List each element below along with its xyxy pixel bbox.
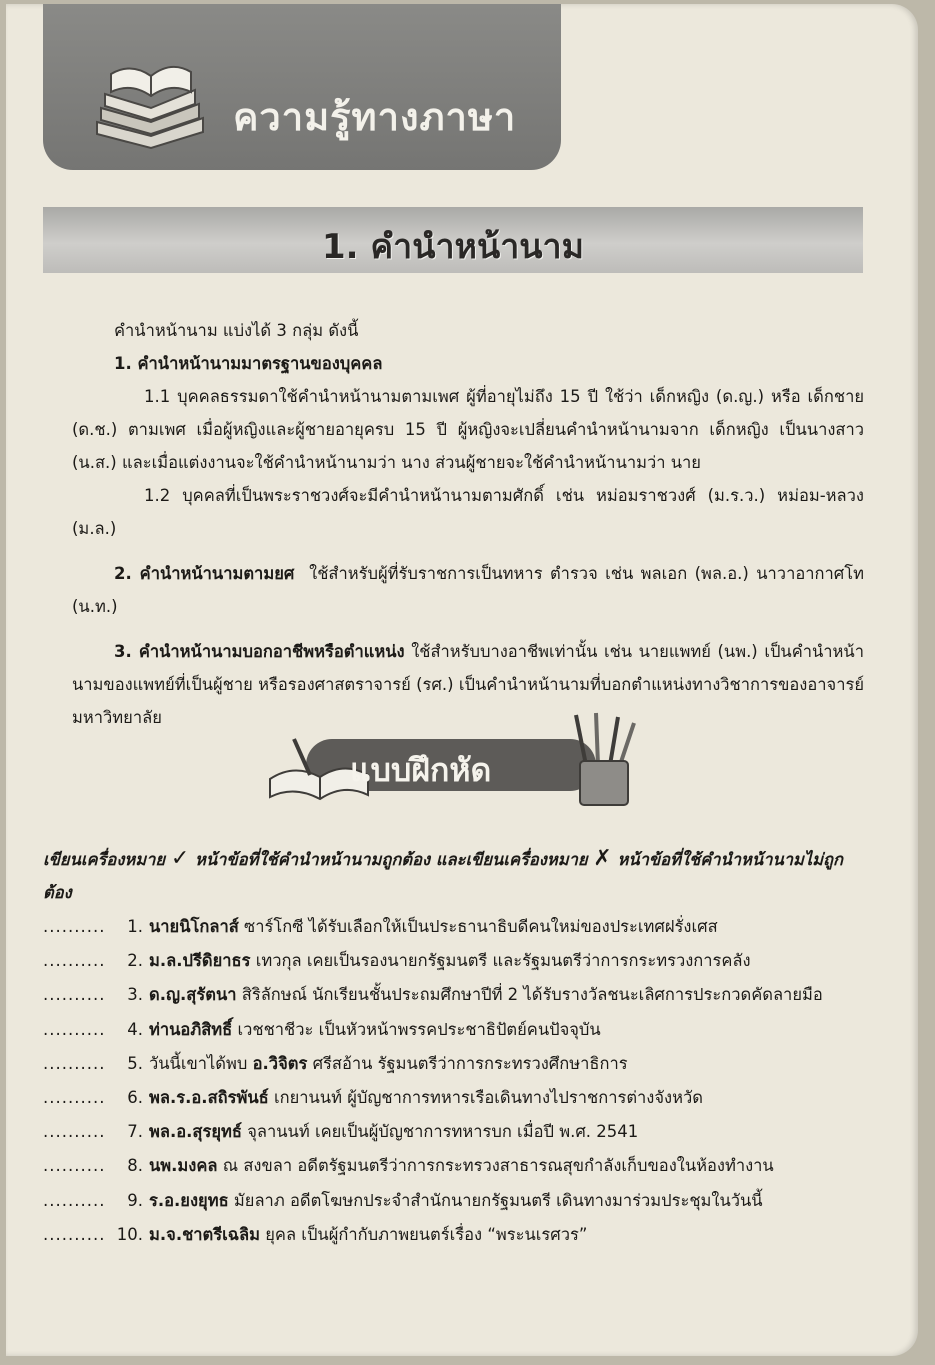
item-rest: ศรีสอ้าน รัฐมนตรีว่าการกระทรวงศึกษาธิการ <box>307 1053 628 1073</box>
answer-blank[interactable]: .......... <box>43 1019 106 1039</box>
item-number: 3. <box>127 985 143 1005</box>
paragraph-1-2: 1.2 บุคคลที่เป็นพระราชวงศ์จะมีคำนำหน้านามตามศักดิ์ เช่น หม่อมราชวงศ์ (ม.ร.ว.) หม่อม-หลวง (ม.ล.) <box>72 486 864 538</box>
item-rest: เกยานนท์ ผู้บัญชาการทหารเรือเดินทางไปราชการต่างจังหวัด <box>268 1088 703 1108</box>
item-title: ด.ญ.สุรัตนา <box>149 985 237 1005</box>
heading-2: 2. คำนำหน้านามตามยศ <box>114 564 295 583</box>
heading-3: 3. คำนำหน้านามบอกอาชีพหรือตำแหน่ง <box>114 642 405 661</box>
answer-blank[interactable]: .......... <box>43 1088 106 1108</box>
instruction-part-2: หน้าข้อที่ใช้คำนำหน้านามถูกต้อง และเขียนเครื่องหมาย <box>195 850 588 869</box>
exercise-item <box>43 1081 873 1115</box>
exercise-instructions <box>43 842 868 909</box>
exercise-item <box>43 1047 873 1081</box>
instruction-part-1: เขียนเครื่องหมาย <box>43 850 166 869</box>
item-number: 10. <box>116 1224 143 1244</box>
answer-blank[interactable]: .......... <box>43 917 106 936</box>
lesson-body <box>72 314 864 734</box>
item-text <box>149 978 873 1012</box>
item-title: ม.ล.ปรีดิยาธร <box>149 951 251 971</box>
item-rest: จุลานนท์ เคยเป็นผู้บัญชาการทหารบก เมื่อปี พ.ศ. 2541 <box>241 1122 639 1142</box>
item-number: 7. <box>127 1122 143 1142</box>
item-text <box>149 1115 873 1149</box>
item-text <box>149 910 873 944</box>
exercise-item <box>43 910 873 944</box>
item-title: นายนิโกลาส์ <box>149 917 239 936</box>
page <box>6 4 918 1356</box>
item-number: 5. <box>127 1053 143 1073</box>
exercise-item <box>43 1115 873 1149</box>
exercise-item <box>43 1184 873 1218</box>
exercise-title: แบบฝึกหัด <box>350 751 492 789</box>
item-prefix: วันนี้เขาได้พบ <box>149 1053 253 1073</box>
intro-text: คำนำหน้านาม แบ่งได้ 3 กลุ่ม ดังนี้ <box>114 321 359 340</box>
item-text <box>149 1047 873 1081</box>
section-title: 1. คำนำหน้านาม <box>321 227 585 267</box>
item-number: 4. <box>127 1019 143 1039</box>
item-number: 6. <box>127 1088 143 1108</box>
exercise-item <box>43 978 873 1012</box>
answer-blank[interactable]: .......... <box>43 1190 106 1210</box>
answer-blank[interactable]: .......... <box>43 951 106 971</box>
item-text <box>149 944 873 978</box>
item-title: ร.อ.ยงยุทธ <box>149 1190 229 1210</box>
item-number: 1. <box>127 917 143 936</box>
item-rest: เวชชาชีวะ เป็นหัวหน้าพรรคประชาธิปัตย์คนปัจจุบัน <box>232 1019 601 1039</box>
instruction-part-3: หน้าข้อที่ใช้คำนำหน้านามไม่ถูกต้อง <box>43 850 844 902</box>
exercise-item <box>43 1149 873 1183</box>
item-number: 2. <box>127 951 143 971</box>
item-text <box>149 1184 873 1218</box>
chapter-header <box>43 4 561 170</box>
answer-blank[interactable]: .......... <box>43 1224 106 1244</box>
pencil-cup-icon <box>564 709 644 809</box>
item-rest: เทวกุล เคยเป็นรองนายกรัฐมนตรี และรัฐมนตรีว่าการกระทรวงการคลัง <box>250 951 751 971</box>
item-title: อ.วิจิตร <box>252 1053 308 1073</box>
item-text <box>149 1149 873 1183</box>
check-mark-icon: ✓ <box>170 846 190 871</box>
item-text <box>149 1218 873 1252</box>
item-title: พล.อ.สุรยุทธ์ <box>149 1122 242 1142</box>
exercise-item <box>43 1218 873 1252</box>
item-number: 9. <box>127 1190 143 1210</box>
heading-1: 1. คำนำหน้านามมาตรฐานของบุคคล <box>114 354 383 373</box>
item-rest: สิริลักษณ์ นักเรียนชั้นประถมศึกษาปีที่ 2 ได้รับรางวัลชนะเลิศการประกวดคัดลายมือ <box>236 985 823 1005</box>
paragraph-1-1: 1.1 บุคคลธรรมดาใช้คำนำหน้านามตามเพศ ผู้ที่อายุไม่ถึง 15 ปี ใช้ว่า เด็กหญิง (ด.ญ.) หรือ เด็กชาย (ด.ช.) ตามเพศ เมื่อผู้หญิงและผู้ชายอายุครบ 15 ปี ผู้หญิงจะเปลี่ยนคำนำหน้านามจาก เด็กหญิง เป็นนางสาว (น.ส.) และเมื่อแต่งงานจะใช้คำนำหน้านามว่า นาง ส่วนผู้ชายจะใช้คำนำหน้านามว่า นาย <box>72 387 864 472</box>
exercise-list <box>43 910 873 1252</box>
answer-blank[interactable]: .......... <box>43 985 106 1005</box>
exercise-item <box>43 944 873 978</box>
item-text <box>149 1013 873 1047</box>
item-title: ม.จ.ชาตรีเฉลิม <box>149 1224 260 1244</box>
books-icon <box>91 52 209 152</box>
paragraph-3-text: ใช้สำหรับบางอาชีพเท่านั้น เช่น นายแพทย์ (นพ.) เป็นคำนำหน้านามของแพทย์ที่เป็นผู้ชาย หรือรองศาสตราจารย์ (รศ.) เป็นคำนำหน้านามที่บอกตำแหน่งทางวิชาการของอาจารย์มหาวิทยาลัย <box>72 642 864 727</box>
exercise-badge <box>264 709 644 819</box>
section-header <box>43 207 863 273</box>
item-title: นพ.มงคล <box>149 1156 218 1176</box>
paragraph-2 <box>72 557 864 623</box>
answer-blank[interactable]: .......... <box>43 1053 106 1073</box>
cross-mark-icon: ✗ <box>593 846 612 871</box>
item-text <box>149 1081 873 1115</box>
item-rest: ยุคล เป็นผู้กำกับภาพยนตร์เรื่อง “พระนเรศวร” <box>260 1224 588 1244</box>
item-rest: ณ สงขลา อดีตรัฐมนตรีว่าการกระทรวงสาธารณสุขกำลังเก็บของในห้องทำงาน <box>217 1156 774 1176</box>
exercise-item <box>43 1013 873 1047</box>
item-title: ท่านอภิสิทธิ์ <box>149 1019 233 1039</box>
paragraph-2-text: ใช้สำหรับผู้ที่รับราชการเป็นทหาร ตำรวจ เช่น พลเอก (พล.อ.) นาวาอากาศโท (น.ท.) <box>72 564 864 616</box>
item-number: 8. <box>127 1156 143 1176</box>
item-title: พล.ร.อ.สถิรพันธ์ <box>149 1088 269 1108</box>
item-rest: ซาร์โกซี ได้รับเลือกให้เป็นประธานาธิบดีคนใหม่ของประเทศฝรั่งเศส <box>238 917 718 936</box>
answer-blank[interactable]: .......... <box>43 1122 106 1142</box>
item-rest: มัยลาภ อดีตโฆษกประจำสำนักนายกรัฐมนตรี เดินทางมาร่วมประชุมในวันนี้ <box>228 1190 763 1210</box>
chapter-title: ความรู้ทางภาษา <box>233 95 517 139</box>
answer-blank[interactable]: .......... <box>43 1156 106 1176</box>
